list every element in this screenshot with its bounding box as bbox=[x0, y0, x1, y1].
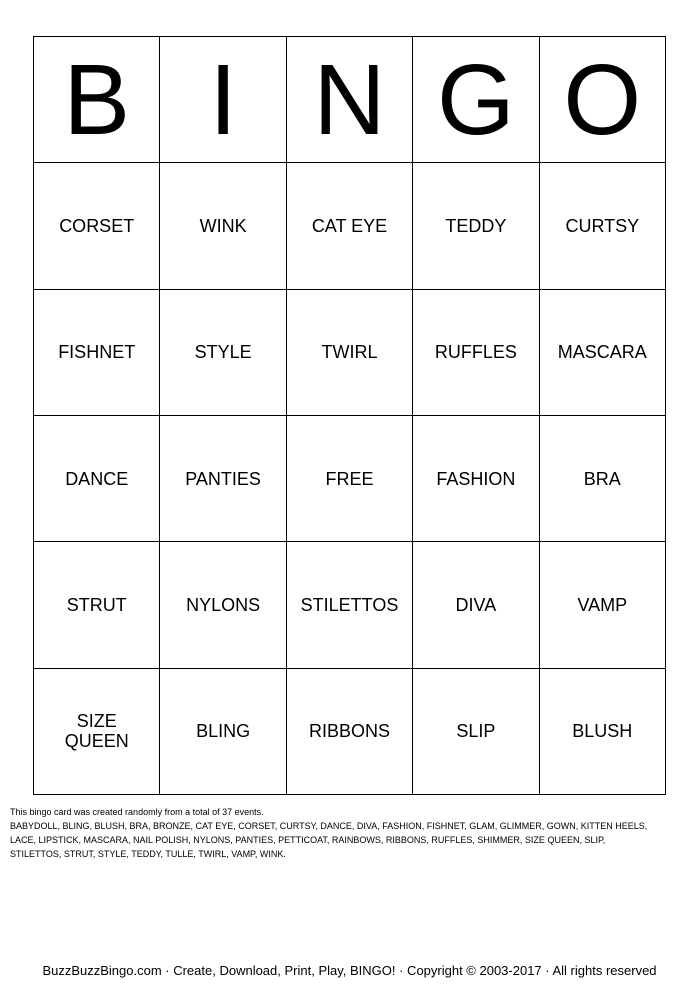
bingo-cell: DIVA bbox=[413, 542, 539, 668]
bingo-cell: TWIRL bbox=[287, 290, 413, 416]
header-letter: G bbox=[413, 37, 539, 163]
bingo-cell: BLING bbox=[160, 669, 286, 795]
bingo-cell: CAT EYE bbox=[287, 163, 413, 289]
bingo-cell: VAMP bbox=[540, 542, 666, 668]
bingo-cell: NYLONS bbox=[160, 542, 286, 668]
info-intro: This bingo card was created randomly from a total of 37 events. bbox=[10, 807, 264, 817]
footer: BuzzBuzzBingo.com · Create, Download, Print, Play, BINGO! · Copyright © 2003-2017 · All rights reserved bbox=[42, 963, 657, 978]
bingo-cell: CURTSY bbox=[540, 163, 666, 289]
header-letter: I bbox=[160, 37, 286, 163]
bingo-cell: SLIP bbox=[413, 669, 539, 795]
bingo-cell: STILETTOS bbox=[287, 542, 413, 668]
bingo-cell: CORSET bbox=[34, 163, 160, 289]
bingo-cell: PANTIES bbox=[160, 416, 286, 542]
bingo-cell: BRA bbox=[540, 416, 666, 542]
bingo-cell: FASHION bbox=[413, 416, 539, 542]
bingo-cell: BLUSH bbox=[540, 669, 666, 795]
header-letter: B bbox=[34, 37, 160, 163]
events-list-line: LACE, LIPSTICK, MASCARA, NAIL POLISH, NYLONS, PANTIES, PETTICOAT, RAINBOWS, RIBBONS, RUFFLES, SHIMMER, SIZE QUEEN, SLIP, bbox=[10, 835, 606, 845]
bingo-cell: STRUT bbox=[34, 542, 160, 668]
bingo-cell: DANCE bbox=[34, 416, 160, 542]
bingo-cell: FISHNET bbox=[34, 290, 160, 416]
bingo-cell: STYLE bbox=[160, 290, 286, 416]
bingo-cell: TEDDY bbox=[413, 163, 539, 289]
bingo-cell: FREE bbox=[287, 416, 413, 542]
bingo-cell: WINK bbox=[160, 163, 286, 289]
bingo-card bbox=[33, 36, 666, 795]
bingo-cell: SIZE QUEEN bbox=[34, 669, 160, 795]
bingo-cell: RUFFLES bbox=[413, 290, 539, 416]
bingo-cell: MASCARA bbox=[540, 290, 666, 416]
header-letter: O bbox=[540, 37, 666, 163]
events-list-line: STILETTOS, STRUT, STYLE, TEDDY, TULLE, TWIRL, VAMP, WINK. bbox=[10, 849, 286, 859]
bingo-cell: RIBBONS bbox=[287, 669, 413, 795]
header-letter: N bbox=[287, 37, 413, 163]
events-list-line: BABYDOLL, BLING, BLUSH, BRA, BRONZE, CAT EYE, CORSET, CURTSY, DANCE, DIVA, FASHION, FISHNET, GLAM, GLIMMER, GOWN, KITTEN HEELS, bbox=[10, 821, 648, 831]
